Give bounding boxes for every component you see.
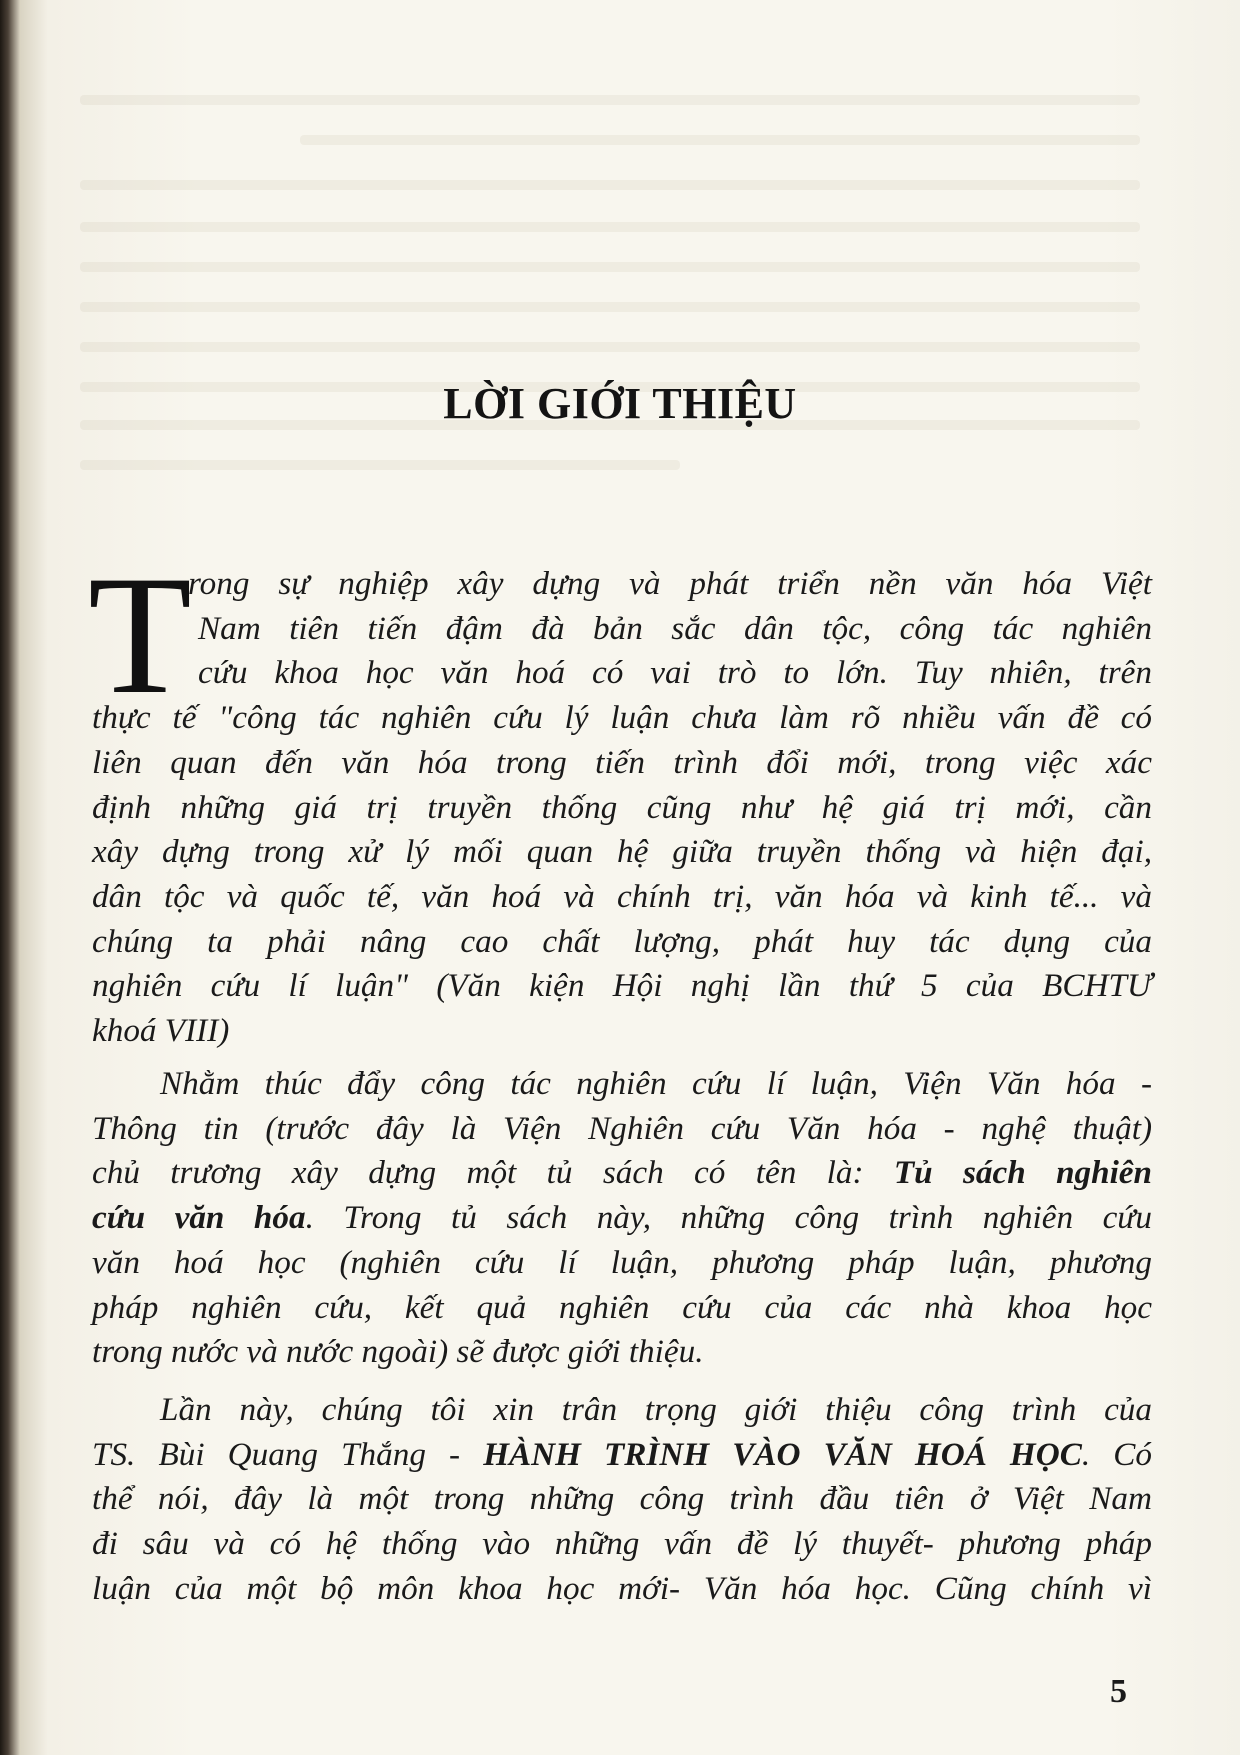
text-line [92, 1433, 1152, 1478]
text-line: liên quan đến văn hóa trong tiến trình đổi mới, trong việc xác [92, 743, 1152, 781]
text-line: Lần này, chúng tôi xin trân trọng giới thiệu công trình của [160, 1391, 1152, 1428]
text-line: khoá VIII) [92, 1012, 230, 1050]
text-line: chúng ta phải nâng cao chất lượng, phát huy tác dụng của [92, 922, 1152, 960]
text-span: . Trong tủ sách này, những công trình nghiên cứu [305, 1199, 1153, 1237]
series-title: Tủ sách nghiên [893, 1154, 1152, 1192]
text-line: nghiên cứu lí luận" (Văn kiện Hội nghị lần thứ 5 của BCHTƯ [92, 967, 1152, 1005]
book-title: HÀNH TRÌNH VÀO VĂN HOÁ HỌC [483, 1435, 1082, 1473]
page-title: LỜI GIỚI THIỆU [443, 379, 797, 428]
text-line [92, 1151, 1152, 1196]
text-line: văn hoá học (nghiên cứu lí luận, phương pháp luận, phương [92, 1243, 1152, 1281]
text-line: thực tế "công tác nghiên cứu lý luận chưa làm rõ nhiều vấn đề có [92, 699, 1152, 737]
text-span: . Có [1081, 1435, 1152, 1473]
text-line: rong sự nghiệp xây dựng và phát triển nền văn hóa Việt [188, 565, 1152, 602]
series-title: cứu văn hóa [92, 1199, 306, 1237]
drop-cap: T [88, 541, 192, 729]
text-line [92, 1196, 1152, 1241]
text-line: Nhằm thúc đẩy công tác nghiên cứu lí luận, Viện Văn hóa - [160, 1065, 1152, 1102]
text-line: trong nước và nước ngoài) sẽ được giới thiệu. [92, 1333, 704, 1371]
text-line: cứu khoa học văn hoá có vai trò to lớn. Tuy nhiên, trên [198, 654, 1152, 692]
text-line: Nam tiên tiến đậm đà bản sắc dân tộc, công tác nghiên [198, 609, 1152, 647]
text-line: dân tộc và quốc tế, văn hoá và chính trị, văn hóa và kinh tế... và [92, 877, 1152, 915]
paragraph-2 [92, 1062, 1152, 1375]
text-line: Thông tin (trước đây là Viện Nghiên cứu Văn hóa - nghệ thuật) [92, 1109, 1152, 1147]
bleed-through-texture [0, 0, 1240, 560]
paragraph-1 [92, 562, 1152, 1054]
text-line: xây dựng trong xử lý mối quan hệ giữa truyền thống và hiện đại, [92, 833, 1152, 871]
text-line: pháp nghiên cứu, kết quả nghiên cứu của các nhà khoa học [92, 1288, 1152, 1326]
text-line: đi sâu và có hệ thống vào những vấn đề lý thuyết- phương pháp [92, 1525, 1152, 1563]
text-line: định những giá trị truyền thống cũng như hệ giá trị mới, cần [92, 788, 1152, 826]
text-line: thể nói, đây là một trong những công trình đầu tiên ở Việt Nam [92, 1480, 1152, 1518]
text-line: luận của một bộ môn khoa học mới- Văn hóa học. Cũng chính vì [92, 1569, 1152, 1607]
text-span: TS. Bùi Quang Thắng - [92, 1435, 484, 1473]
paragraph-3 [92, 1388, 1152, 1612]
text-span: chủ trương xây dựng một tủ sách có tên là: [92, 1154, 894, 1192]
page-number: 5 [1110, 1673, 1127, 1710]
